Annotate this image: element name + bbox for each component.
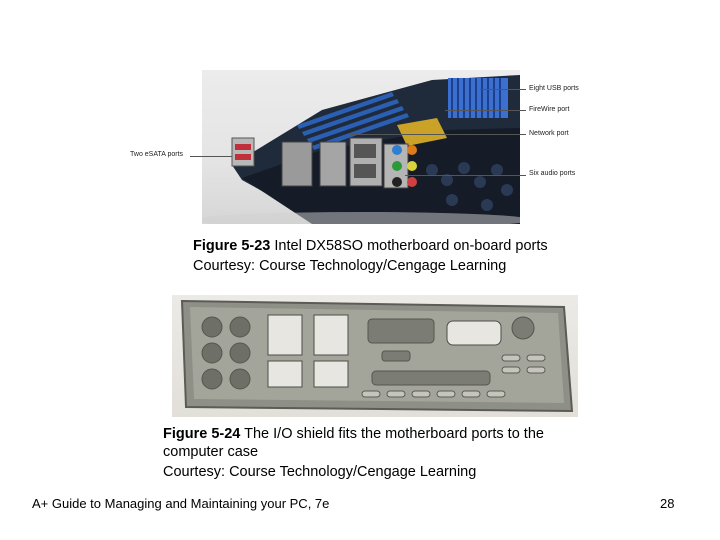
figure-5-24-label: Figure 5-24 <box>163 426 241 442</box>
network-leader-line <box>350 134 526 135</box>
figure-5-23-text: Intel DX58SO motherboard on-board ports <box>270 238 548 254</box>
figure-5-23-courtesy: Courtesy: Course Technology/Cengage Learning <box>193 258 507 274</box>
callout-audio-ports: Six audio ports <box>529 170 576 177</box>
esata-leader-line <box>190 156 232 157</box>
usb-leader-line <box>480 89 526 90</box>
figure-5-24-text: The I/O shield fits the motherboard ports to the <box>240 426 544 442</box>
callout-network-port: Network port <box>529 130 569 137</box>
io-shield-photo <box>172 295 578 417</box>
motherboard-illustration <box>202 70 520 224</box>
figure-5-24-caption-line2: computer case <box>163 444 259 460</box>
firewire-leader-line <box>445 110 526 111</box>
callout-firewire-port: FireWire port <box>529 106 570 113</box>
callout-esata-ports: Two eSATA ports <box>130 151 184 158</box>
figure-5-24-courtesy: Courtesy: Course Technology/Cengage Learning <box>163 464 477 480</box>
figure-5-23-label: Figure 5-23 <box>193 238 271 254</box>
motherboard-photo <box>202 70 520 224</box>
figure-5-23-caption <box>193 236 548 256</box>
figure-5-24-caption <box>163 424 544 444</box>
footer-page-number: 28 <box>660 496 675 511</box>
callout-usb-ports: Eight USB ports <box>529 85 579 92</box>
io-shield-illustration <box>172 295 578 417</box>
audio-leader-line <box>405 175 526 176</box>
footer-book-title: A+ Guide to Managing and Maintaining your PC, 7e <box>32 496 330 511</box>
